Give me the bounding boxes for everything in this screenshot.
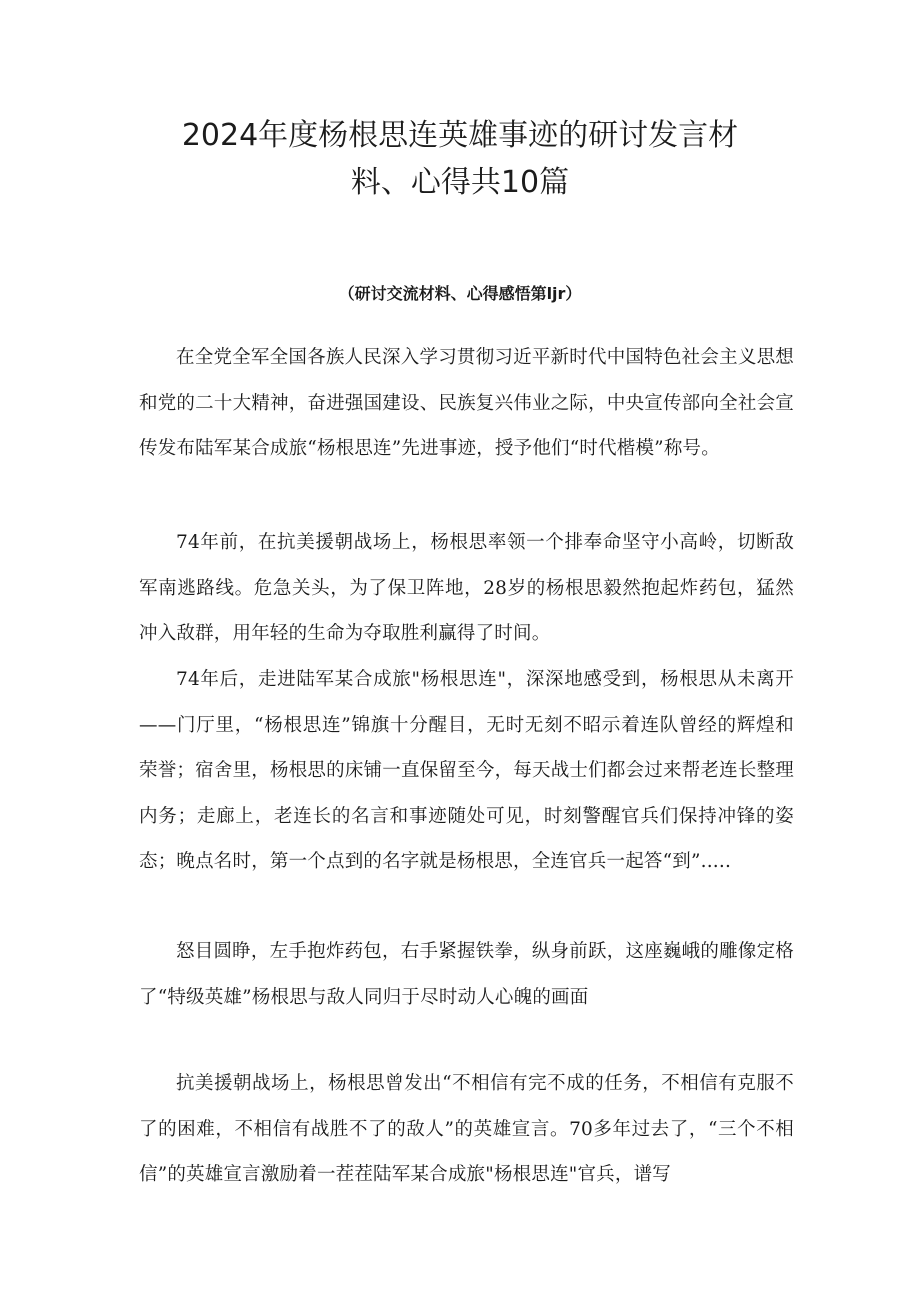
paragraph-74-years-later: 74年后，走进陆军某合成旅"杨根思连"，深深地感受到，杨根思从未离开——门厅里，“杨根思连”锦旗十分醒目，无时无刻不昭示着连队曾经的辉煌和荣誉；宿舍里，杨根思的床铺一直保留至今，每天战士们都会过来帮老连长整理内务；走廊上，老连长的名言和事迹随处可见，时刻警醒官兵们保持冲锋的姿态；晚点名时，第一个点到的名字就是杨根思，全连官兵一起答“到”..... [139, 669, 794, 872]
title-line-2: 料、心得共10篇 [350, 165, 570, 200]
title-line-1: 2024年度杨根思连英雄事迹的研讨发言材 [181, 118, 739, 153]
paragraph-74-years-ago: 74年前，在抗美援朝战场上，杨根思率领一个排奉命坚守小高岭，切断敌军南逃路线。危急关头，为了保卫阵地，28岁的杨根思毅然抱起炸药包，猛然冲入敌群，用年轻的生命为夺取胜利赢得了时间。 [139, 532, 794, 644]
document-title [150, 112, 770, 206]
paragraph-intro: 在全党全军全国各族人民深入学习贯彻习近平新时代中国特色社会主义思想和党的二十大精神，奋进强国建设、民族复兴伟业之际，中央宣传部向全社会宣传发布陆军某合成旅“杨根思连”先进事迹，授予他们“时代楷模”称号。 [139, 347, 794, 459]
paragraph-heroic-declaration: 抗美援朝战场上，杨根思曾发出“不相信有完不成的任务，不相信有克服不了的困难，不相信有战胜不了的敌人”的英雄宣言。70多年过去了，“三个不相信”的英雄宣言激励着一茬茬陆军某合成旅"杨根思连"官兵，谱写 [139, 1073, 794, 1185]
paragraph-statue: 怒目圆睁，左手抱炸药包，右手紧握铁拳，纵身前跃，这座巍峨的雕像定格了“特级英雄”杨根思与敌人同归于尽时动人心魄的画面 [139, 941, 794, 1008]
document-subtitle: （研讨交流材料、心得感悟第ljr） [338, 284, 582, 303]
